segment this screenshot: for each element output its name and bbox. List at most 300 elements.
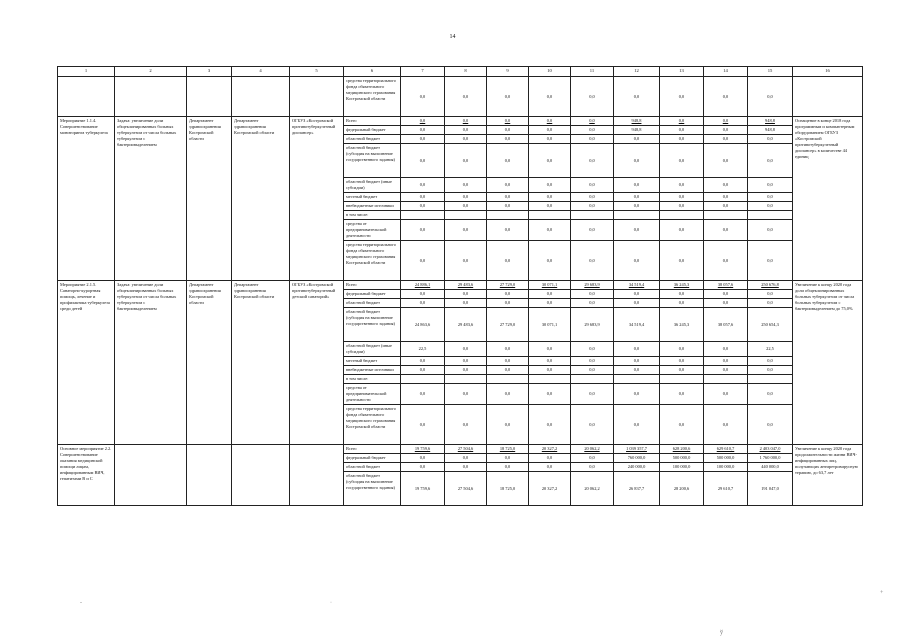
value-cell: 0,0: [445, 241, 487, 281]
value-cell: 20 327,2: [529, 472, 571, 506]
value-cell: 0,0: [487, 366, 529, 375]
value-cell: 628 200,6: [660, 445, 704, 454]
source-cell: средства территориального фонда обязательного медицинского страхования Костромской области: [344, 77, 401, 117]
value-cell: 0,0: [614, 299, 660, 308]
value-cell: 0,0: [571, 193, 614, 202]
value-cell: 0,0: [401, 290, 445, 299]
value-cell: 0,0: [571, 463, 614, 472]
value-cell: 0,0: [571, 202, 614, 211]
value-cell: 34 519,4: [614, 308, 660, 342]
value-cell: 629 610,7: [704, 445, 748, 454]
value-cell: [487, 375, 529, 384]
empty-cell: [232, 77, 290, 117]
value-cell: 0,0: [748, 193, 793, 202]
column-number: 7: [401, 67, 445, 77]
page-number: 14: [449, 34, 456, 40]
value-cell: 0,0: [487, 241, 529, 281]
stray-mark: -: [80, 600, 82, 606]
value-cell: 0,0: [529, 366, 571, 375]
value-cell: 0,0: [748, 135, 793, 144]
empty-cell: [187, 445, 232, 506]
value-cell: [445, 375, 487, 384]
value-cell: 0,0: [748, 366, 793, 375]
value-cell: 0,0: [614, 135, 660, 144]
value-cell: 38 057,6: [704, 308, 748, 342]
value-cell: 24 886,1: [401, 281, 445, 290]
value-cell: 0,0: [487, 135, 529, 144]
value-cell: 0,0: [748, 290, 793, 299]
value-cell: 0,0: [571, 220, 614, 241]
source-cell: федеральный бюджет: [344, 126, 401, 135]
value-cell: 29 483,6: [445, 308, 487, 342]
value-cell: 191 047,0: [748, 472, 793, 506]
value-cell: 27 504,6: [445, 445, 487, 454]
coordinator-cell: Департамент здравоохранения Костромской области: [187, 281, 232, 445]
value-cell: 0,0: [529, 241, 571, 281]
value-cell: 0,0: [487, 342, 529, 357]
value-cell: 30 071,1: [529, 281, 571, 290]
value-cell: 0,0: [704, 77, 748, 117]
source-cell: областной бюджет (субсидия на выполнение государственного задания): [344, 308, 401, 342]
value-cell: 0,0: [704, 405, 748, 445]
value-cell: 0,0: [445, 202, 487, 211]
value-cell: [660, 375, 704, 384]
value-cell: 0,0: [660, 357, 704, 366]
empty-cell: [232, 445, 290, 506]
value-cell: 20 062,2: [571, 445, 614, 454]
source-cell: областной бюджет (субсидия на выполнение государственного задания): [344, 472, 401, 506]
value-cell: 0,0: [401, 117, 445, 126]
column-number: 4: [232, 67, 290, 77]
value-cell: 0,0: [445, 357, 487, 366]
value-cell: 760 000,0: [614, 454, 660, 463]
value-cell: 0,0: [614, 405, 660, 445]
value-cell: 0,0: [614, 202, 660, 211]
table-row: [58, 77, 863, 117]
value-cell: 0,0: [401, 202, 445, 211]
value-cell: 948,8: [614, 126, 660, 135]
value-cell: 0,0: [614, 193, 660, 202]
table-row: [58, 281, 863, 290]
empty-cell: [115, 77, 187, 117]
value-cell: 0,0: [660, 241, 704, 281]
value-cell: 29 683,9: [571, 281, 614, 290]
value-cell: 0,0: [704, 178, 748, 193]
value-cell: [748, 211, 793, 220]
value-cell: 28 200,6: [660, 472, 704, 506]
value-cell: 20 062,2: [571, 472, 614, 506]
value-cell: 0,0: [401, 405, 445, 445]
value-cell: 0,0: [529, 202, 571, 211]
value-cell: 0,0: [401, 178, 445, 193]
value-cell: 948,8: [748, 126, 793, 135]
source-cell: в том числе:: [344, 211, 401, 220]
value-cell: 0,0: [660, 144, 704, 178]
value-cell: 0,0: [529, 193, 571, 202]
column-number: 12: [614, 67, 660, 77]
value-cell: 0,0: [571, 178, 614, 193]
value-cell: 0,0: [445, 117, 487, 126]
value-cell: 0,0: [445, 290, 487, 299]
empty-cell: [290, 445, 344, 506]
value-cell: 0,0: [529, 405, 571, 445]
source-cell: средства от предпринимательской деятельности: [344, 220, 401, 241]
value-cell: 0,0: [529, 220, 571, 241]
value-cell: 0,0: [614, 366, 660, 375]
value-cell: 20 327,2: [529, 445, 571, 454]
value-cell: 0,0: [401, 135, 445, 144]
value-cell: 0,0: [487, 357, 529, 366]
value-cell: 36 245,3: [660, 281, 704, 290]
value-cell: 29 610,7: [704, 472, 748, 506]
value-cell: 0,0: [660, 193, 704, 202]
column-number: 8: [445, 67, 487, 77]
value-cell: 0,0: [704, 144, 748, 178]
empty-cell: [115, 445, 187, 506]
value-cell: 0,0: [487, 202, 529, 211]
value-cell: 0,0: [571, 366, 614, 375]
source-cell: средства территориального фонда обязательного медицинского страхования Костромской области: [344, 405, 401, 445]
value-cell: 0,0: [571, 357, 614, 366]
column-number: 6: [344, 67, 401, 77]
value-cell: 0,0: [704, 126, 748, 135]
value-cell: 100 000,0: [660, 463, 704, 472]
result-cell: Увеличение к концу 2020 года продолжительности жизни ВИЧ-инфицированных лиц, получающих антиретровирусную терапию, до 63,7 лет: [793, 445, 863, 506]
value-cell: 0,0: [614, 384, 660, 405]
stray-mark: ·: [330, 600, 332, 606]
participant-cell: ОГБУЗ «Костромской противотуберкулезный диспансер»: [290, 117, 344, 281]
value-cell: 0,0: [704, 241, 748, 281]
value-cell: 0,0: [571, 384, 614, 405]
value-cell: 0,0: [445, 366, 487, 375]
financing-table: [57, 66, 863, 506]
value-cell: 0,0: [704, 220, 748, 241]
value-cell: 0,0: [487, 290, 529, 299]
value-cell: 0,0: [614, 357, 660, 366]
column-number: 10: [529, 67, 571, 77]
value-cell: 0,0: [445, 135, 487, 144]
value-cell: 0,0: [401, 241, 445, 281]
source-cell: областной бюджет (субсидия на выполнение государственного задания): [344, 144, 401, 178]
value-cell: 0,0: [445, 463, 487, 472]
value-cell: 0,0: [529, 290, 571, 299]
value-cell: 0,0: [571, 454, 614, 463]
value-cell: 0,0: [660, 366, 704, 375]
value-cell: 0,0: [571, 126, 614, 135]
value-cell: 29 683,9: [571, 308, 614, 342]
value-cell: 0,0: [401, 126, 445, 135]
value-cell: 0,0: [445, 342, 487, 357]
value-cell: 0,0: [571, 342, 614, 357]
value-cell: 0,0: [529, 299, 571, 308]
column-number: 15: [748, 67, 793, 77]
value-cell: 0,0: [445, 77, 487, 117]
table-row: [58, 117, 863, 126]
value-cell: 0,0: [660, 405, 704, 445]
value-cell: 0,0: [445, 384, 487, 405]
value-cell: 0,0: [445, 144, 487, 178]
value-cell: 500 000,0: [660, 454, 704, 463]
executor-cell: Департамент здравоохранения Костромской области: [232, 117, 290, 281]
value-cell: 0,0: [571, 77, 614, 117]
measure-cell: Мероприятие 1.1.4. Совершенствование мониторинга туберкулеза: [58, 117, 115, 281]
value-cell: 0,0: [529, 357, 571, 366]
value-cell: 0,0: [529, 126, 571, 135]
value-cell: 0,0: [704, 357, 748, 366]
column-number: 14: [704, 67, 748, 77]
value-cell: 0,0: [401, 357, 445, 366]
value-cell: 0,0: [614, 178, 660, 193]
value-cell: 0,0: [445, 178, 487, 193]
value-cell: 0,0: [487, 117, 529, 126]
value-cell: 22,5: [748, 342, 793, 357]
source-cell: средства от предпринимательской деятельности: [344, 384, 401, 405]
value-cell: 0,0: [748, 241, 793, 281]
value-cell: 0,0: [487, 220, 529, 241]
value-cell: 0,0: [571, 241, 614, 281]
value-cell: 0,0: [704, 299, 748, 308]
value-cell: 0,0: [529, 454, 571, 463]
source-cell: Всего: [344, 281, 401, 290]
value-cell: 240 000,0: [614, 463, 660, 472]
value-cell: 27 504,6: [445, 472, 487, 506]
value-cell: [704, 211, 748, 220]
column-number: 3: [187, 67, 232, 77]
value-cell: 0,0: [614, 220, 660, 241]
value-cell: [401, 375, 445, 384]
value-cell: 0,0: [660, 77, 704, 117]
value-cell: 0,0: [660, 135, 704, 144]
value-cell: 18 725,0: [487, 445, 529, 454]
value-cell: 0,0: [704, 193, 748, 202]
value-cell: 30 071,1: [529, 308, 571, 342]
value-cell: 0,0: [704, 366, 748, 375]
value-cell: 0,0: [445, 299, 487, 308]
value-cell: 38 057,6: [704, 281, 748, 290]
value-cell: 0,0: [529, 77, 571, 117]
column-number: 9: [487, 67, 529, 77]
value-cell: 0,0: [748, 405, 793, 445]
value-cell: 0,0: [529, 384, 571, 405]
source-cell: средства территориального фонда обязательного медицинского страхования Костромской области: [344, 241, 401, 281]
value-cell: 0,0: [401, 77, 445, 117]
source-cell: внебюджетные источники: [344, 202, 401, 211]
source-cell: областной бюджет (иные субсидии): [344, 342, 401, 357]
result-cell: [793, 77, 863, 117]
value-cell: 250 654,3: [748, 308, 793, 342]
value-cell: 0,0: [529, 117, 571, 126]
value-cell: 0,0: [487, 126, 529, 135]
value-cell: 0,0: [487, 384, 529, 405]
value-cell: 0,0: [487, 405, 529, 445]
stray-mark: ў: [720, 630, 723, 636]
value-cell: 0,0: [529, 342, 571, 357]
value-cell: 0,0: [571, 290, 614, 299]
value-cell: 0,0: [401, 463, 445, 472]
measure-cell: Основное мероприятие 2.2. Совершенствование оказания медицинской помощи лицам, инфицированным ВИЧ, гепатитами В и С: [58, 445, 115, 506]
value-cell: 0,0: [660, 342, 704, 357]
column-number: 2: [115, 67, 187, 77]
value-cell: 0,0: [614, 144, 660, 178]
value-cell: 22,5: [401, 342, 445, 357]
source-cell: федеральный бюджет: [344, 454, 401, 463]
value-cell: 0,0: [748, 144, 793, 178]
stray-mark: +: [880, 590, 884, 596]
value-cell: 0,0: [401, 454, 445, 463]
value-cell: [614, 375, 660, 384]
value-cell: 19 759,6: [401, 472, 445, 506]
executor-cell: Департамент здравоохранения Костромской области: [232, 281, 290, 445]
value-cell: 0,0: [401, 384, 445, 405]
value-cell: 0,0: [660, 384, 704, 405]
value-cell: 0,0: [571, 144, 614, 178]
value-cell: 0,0: [571, 135, 614, 144]
empty-cell: [290, 77, 344, 117]
value-cell: 27 729,0: [487, 308, 529, 342]
value-cell: 0,0: [614, 241, 660, 281]
result-cell: Оснащение в конце 2018 года программным и компьютерным оборудованием ОГБУЗ «Костромской противотуберкулезный диспансер» в количестве 44 единиц: [793, 117, 863, 281]
value-cell: 0,0: [660, 178, 704, 193]
value-cell: 0,0: [571, 299, 614, 308]
source-cell: областной бюджет: [344, 299, 401, 308]
value-cell: 948,8: [614, 117, 660, 126]
value-cell: 0,0: [748, 357, 793, 366]
value-cell: [704, 375, 748, 384]
source-cell: местный бюджет: [344, 357, 401, 366]
value-cell: 19 759,6: [401, 445, 445, 454]
source-cell: федеральный бюджет: [344, 290, 401, 299]
coordinator-cell: Департамент здравоохранения Костромской области: [187, 117, 232, 281]
value-cell: 0,0: [748, 384, 793, 405]
value-cell: 0,0: [445, 405, 487, 445]
value-cell: 0,0: [487, 463, 529, 472]
value-cell: 0,0: [660, 290, 704, 299]
value-cell: [401, 211, 445, 220]
task-cell: Задача: увеличение доли общеклинированных больных туберкулезом от числа больных туберкулезом с бактериовыделением: [115, 281, 187, 445]
value-cell: 0,0: [748, 220, 793, 241]
column-number: 11: [571, 67, 614, 77]
value-cell: 24 863,6: [401, 308, 445, 342]
empty-cell: [187, 77, 232, 117]
value-cell: 0,0: [401, 193, 445, 202]
value-cell: 0,0: [445, 193, 487, 202]
value-cell: 0,0: [748, 77, 793, 117]
value-cell: 18 725,0: [487, 472, 529, 506]
value-cell: 0,0: [401, 299, 445, 308]
value-cell: 0,0: [660, 126, 704, 135]
value-cell: 440 000,0: [748, 463, 793, 472]
empty-cell: [58, 77, 115, 117]
value-cell: 1 039 357,7: [614, 445, 660, 454]
value-cell: [487, 211, 529, 220]
value-cell: 0,0: [704, 342, 748, 357]
source-cell: в том числе:: [344, 375, 401, 384]
value-cell: 0,0: [704, 384, 748, 405]
value-cell: 0,0: [487, 144, 529, 178]
value-cell: [571, 211, 614, 220]
value-cell: 0,0: [660, 220, 704, 241]
value-cell: [445, 211, 487, 220]
table-row: [58, 445, 863, 454]
participant-cell: ОГБУЗ «Костромской противотуберкулезный детский санаторий»: [290, 281, 344, 445]
value-cell: 29 483,6: [445, 281, 487, 290]
value-cell: 0,0: [401, 366, 445, 375]
value-cell: 0,0: [660, 117, 704, 126]
value-cell: 0,0: [614, 290, 660, 299]
value-cell: 0,0: [529, 178, 571, 193]
value-cell: [529, 375, 571, 384]
value-cell: 0,0: [487, 454, 529, 463]
value-cell: [571, 375, 614, 384]
value-cell: 0,0: [445, 126, 487, 135]
value-cell: 36 245,3: [660, 308, 704, 342]
source-cell: областной бюджет: [344, 463, 401, 472]
value-cell: [614, 211, 660, 220]
value-cell: 500 000,0: [704, 454, 748, 463]
value-cell: 100 000,0: [704, 463, 748, 472]
value-cell: 0,0: [704, 117, 748, 126]
value-cell: 0,0: [614, 77, 660, 117]
value-cell: [748, 375, 793, 384]
value-cell: 27 729,0: [487, 281, 529, 290]
value-cell: 34 519,4: [614, 281, 660, 290]
value-cell: [660, 211, 704, 220]
value-cell: 0,0: [487, 193, 529, 202]
value-cell: 0,0: [704, 135, 748, 144]
source-cell: областной бюджет (иные субсидии): [344, 178, 401, 193]
value-cell: 0,0: [748, 178, 793, 193]
value-cell: 0,0: [748, 299, 793, 308]
task-cell: Задача: увеличение доли общеклинированных больных туберкулезом от числа больных туберкулезом с бактериовыделением: [115, 117, 187, 281]
value-cell: 0,0: [529, 135, 571, 144]
value-cell: 0,0: [445, 454, 487, 463]
value-cell: 0,0: [445, 220, 487, 241]
value-cell: 0,0: [660, 299, 704, 308]
column-number: 1: [58, 67, 115, 77]
value-cell: 0,0: [487, 178, 529, 193]
value-cell: 0,0: [571, 117, 614, 126]
column-number-row: [58, 67, 863, 77]
column-number: 13: [660, 67, 704, 77]
value-cell: 0,0: [401, 220, 445, 241]
value-cell: 948,8: [748, 117, 793, 126]
result-cell: Увеличение к концу 2020 года доли общеклинированных больных туберкулезом от числа больных туберкулезом с бактериовыделением до 75,0%: [793, 281, 863, 445]
value-cell: 0,0: [704, 202, 748, 211]
source-cell: областной бюджет: [344, 135, 401, 144]
value-cell: 0,0: [571, 405, 614, 445]
source-cell: Всего: [344, 117, 401, 126]
value-cell: 1 760 000,0: [748, 454, 793, 463]
value-cell: 2 403 047,0: [748, 445, 793, 454]
value-cell: 0,0: [660, 202, 704, 211]
value-cell: 0,0: [614, 342, 660, 357]
value-cell: [529, 211, 571, 220]
value-cell: 0,0: [529, 144, 571, 178]
column-number: 16: [793, 67, 863, 77]
source-cell: Всего: [344, 445, 401, 454]
column-number: 5: [290, 67, 344, 77]
value-cell: 0,0: [704, 290, 748, 299]
source-cell: внебюджетные источники: [344, 366, 401, 375]
value-cell: 26 837,7: [614, 472, 660, 506]
value-cell: 0,0: [487, 299, 529, 308]
value-cell: 0,0: [748, 202, 793, 211]
value-cell: 0,0: [529, 463, 571, 472]
value-cell: 0,0: [487, 77, 529, 117]
measure-cell: Мероприятие 2.1.5. Санаторно-курортная помощь, лечение и профилактика туберкулеза среди детей: [58, 281, 115, 445]
value-cell: 250 676,8: [748, 281, 793, 290]
value-cell: 0,0: [401, 144, 445, 178]
